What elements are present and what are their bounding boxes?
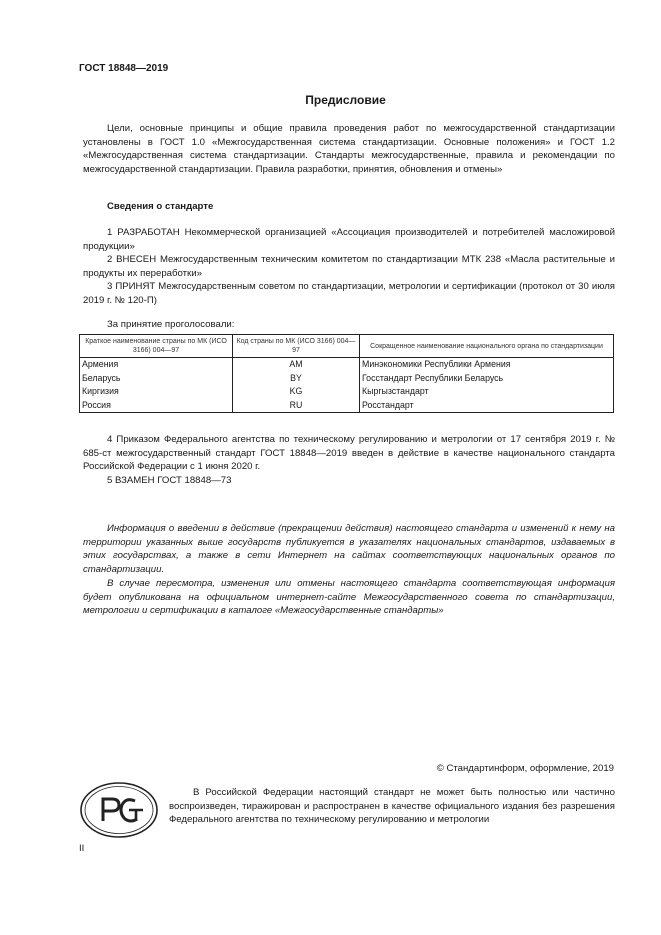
item-4-order: 4 Приказом Федерального агентства по техническому регулированию и метрологии от 17 сентября 2019 г. № 685-ст межгосударственный стандарт ГОСТ 18848—2019 введен в действие в качестве национального стандарта Российской Федерации с 1 июня 2020 г.	[83, 434, 615, 473]
table-row	[80, 372, 614, 386]
country-cell: Армения	[80, 358, 233, 372]
document-code-header: ГОСТ 18848—2019	[79, 63, 169, 74]
code-cell: RU	[233, 399, 360, 413]
item-1-developed: 1 РАЗРАБОТАН Некоммерческой организацией «Ассоциация производителей и потребителей масложировой продукции»	[83, 227, 615, 252]
reproduction-notice: В Российской Федерации настоящий стандарт не может быть полностью или частично воспроизведен, тиражирован и распространен в качестве официального издания без разрешения Федерального агентства по техническому регулированию и метрологии	[169, 787, 615, 826]
body-cell: Минэкономики Республики Армения	[360, 358, 614, 372]
copyright-line: © Стандартинформ, оформление, 2019	[436, 763, 614, 774]
italic-info-paragraph-1: Информация о введении в действие (прекращении действия) настоящего стандарта и изменений к нему на территории указанных выше государств публикуется в указателях национальных стандартов, издаваемых в этих государствах, а также в сети Интернет на сайтах соответствующих национальных органов по стандартизации.	[83, 523, 615, 575]
voting-table	[79, 334, 614, 413]
country-cell: Россия	[80, 399, 233, 413]
code-cell: AM	[233, 358, 360, 372]
info-heading: Сведения о стандарте	[107, 201, 214, 212]
table-row	[80, 399, 614, 413]
body-cell: Росстандарт	[360, 399, 614, 413]
item-5-replaces: 5 ВЗАМЕН ГОСТ 18848—73	[107, 475, 232, 486]
column-header-body: Сокращенное наименование национального органа по стандартизации	[360, 335, 614, 358]
page-title: Предисловие	[305, 93, 386, 107]
country-cell: Киргизия	[80, 385, 233, 399]
code-cell: KG	[233, 385, 360, 399]
table-row	[80, 385, 614, 399]
gost-r-certification-mark-icon	[79, 781, 159, 839]
column-header-code: Код страны по МК (ИСО 3166) 004—97	[233, 335, 360, 358]
code-cell: BY	[233, 372, 360, 386]
column-header-country: Краткое наименование страны по МК (ИСО 3166) 004—97	[80, 335, 233, 358]
page-number: II	[79, 843, 85, 854]
item-3-adopted: 3 ПРИНЯТ Межгосударственным советом по стандартизации, метрологии и сертификации (протокол от 30 июля 2019 г. № 120-П)	[83, 281, 615, 306]
table-row	[80, 358, 614, 372]
item-2-submitted: 2 ВНЕСЕН Межгосударственным техническим комитетом по стандартизации МТК 238 «Масла растительные и продукты их переработки»	[83, 254, 615, 279]
intro-paragraph: Цели, основные принципы и общие правила проведения работ по межгосударственной стандартизации установлены в ГОСТ 1.0 «Межгосударственная система стандартизации. Основные положения» и ГОСТ 1.2 «Межгосударственная система стандартизации. Стандарты межгосударственные, правила и рекомендации по межгосударственной стандартизации. Правила разработки, принятия, обновления и отмены»	[83, 123, 615, 175]
body-cell: Госстандарт Республики Беларусь	[360, 372, 614, 386]
country-cell: Беларусь	[80, 372, 233, 386]
body-cell: Кыргызстандарт	[360, 385, 614, 399]
italic-info-paragraph-2: В случае пересмотра, изменения или отмены настоящего стандарта соответствующая информация будет опубликована на официальном интернет-сайте Межгосударственного совета по стандартизации, метрологии и сертификации в каталоге «Межгосударственные стандарты»	[83, 578, 615, 617]
voting-label: За принятие проголосовали:	[107, 319, 235, 330]
